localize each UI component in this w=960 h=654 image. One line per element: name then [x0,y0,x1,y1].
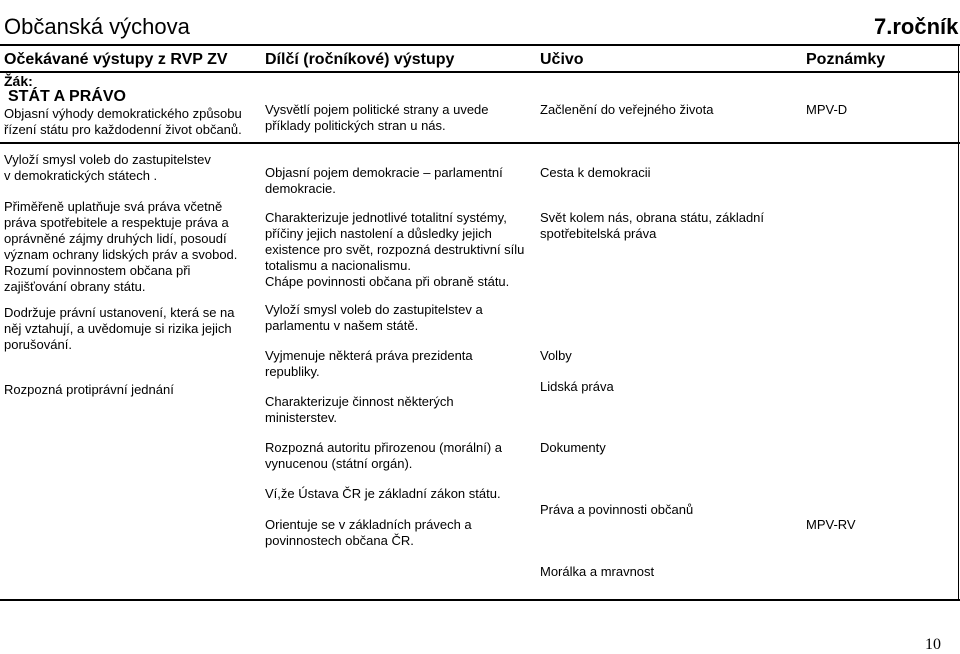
column-header-curriculum: Učivo [540,51,584,68]
expected-outcome-1: Objasní výhody demokratického způsobu řízení státu pro každodenní život občanů. [4,106,242,137]
expected-outcome-2: Vyloží smysl voleb do zastupitelstev v demokratických státech . [4,152,211,183]
table-top-border [0,44,960,46]
section-heading: STÁT A PRÁVO [8,88,126,105]
note-mpv-rv: MPV-RV [806,517,856,532]
column-header-divider [0,71,960,73]
curriculum-item-3: Svět kolem nás, obrana státu, základní spotřebitelská práva [540,210,765,241]
page-title: Občanská výchova [4,14,190,39]
curriculum-item-7: Práva a povinnosti občanů [540,502,694,517]
partial-outcome-3: Charakterizuje jednotlivé totalitní systémy, příčiny jejich nastolení a důsledky jejich existence pro svět, rozpozná destruktivní sílu totalismu a nacionalismu. Chápe povinnosti občana při obraně státu. [265,210,525,289]
partial-outcome-6: Charakterizuje činnost některých ministerstev. [265,394,454,425]
partial-outcome-1: Vysvětlí pojem politické strany a uvede příklady politických stran u nás. [265,102,489,133]
curriculum-item-4: Volby [540,348,572,363]
curriculum-item-1: Začlenění do veřejného života [540,102,714,117]
curriculum-item-5: Lidská práva [540,379,614,394]
curriculum-item-2: Cesta k demokracii [540,165,651,180]
expected-outcome-5: Rozpozná protiprávní jednání [4,382,174,397]
partial-outcome-2: Objasní pojem demokracie – parlamentní demokracie. [265,165,503,196]
note-mpv-d: MPV-D [806,102,848,117]
column-header-partial-outcomes: Dílčí (ročníkové) výstupy [265,51,455,68]
expected-outcome-3: Přiměřeně uplatňuje svá práva včetně práva spotřebitele a respektuje práva a oprávněné zájmy druhých lidí, posoudí význam ochrany lidských práv a svobod. Rozumí povinnostem občana při zajišťování obrany státu. [4,199,238,294]
partial-outcome-9: Orientuje se v základních právech a povinnostech občana ČR. [265,517,472,548]
pupil-label: Žák: [4,73,33,89]
partial-outcome-5: Vyjmenuje některá práva prezidenta republiky. [265,348,473,379]
row-divider [0,142,960,144]
partial-outcome-4: Vyloží smysl voleb do zastupitelstev a parlamentu v našem státě. [265,302,483,333]
partial-outcome-7: Rozpozná autoritu přirozenou (morální) a vynucenou (státní orgán). [265,440,503,471]
page-number: 10 [925,636,941,653]
column-header-notes: Poznámky [806,51,886,68]
grade-label: 7.ročník [874,14,959,39]
column-header-expected-outcomes: Očekávané výstupy z RVP ZV [4,51,228,68]
curriculum-item-6: Dokumenty [540,440,606,455]
expected-outcome-4: Dodržuje právní ustanovení, která se na něj vztahují, a uvědomuje si rizika jejich porušování. [4,305,235,352]
curriculum-item-8: Morálka a mravnost [540,564,655,579]
table-right-border [958,44,959,599]
table-bottom-border [0,599,960,601]
partial-outcome-8: Ví,že Ústava ČR je základní zákon státu. [265,486,501,501]
